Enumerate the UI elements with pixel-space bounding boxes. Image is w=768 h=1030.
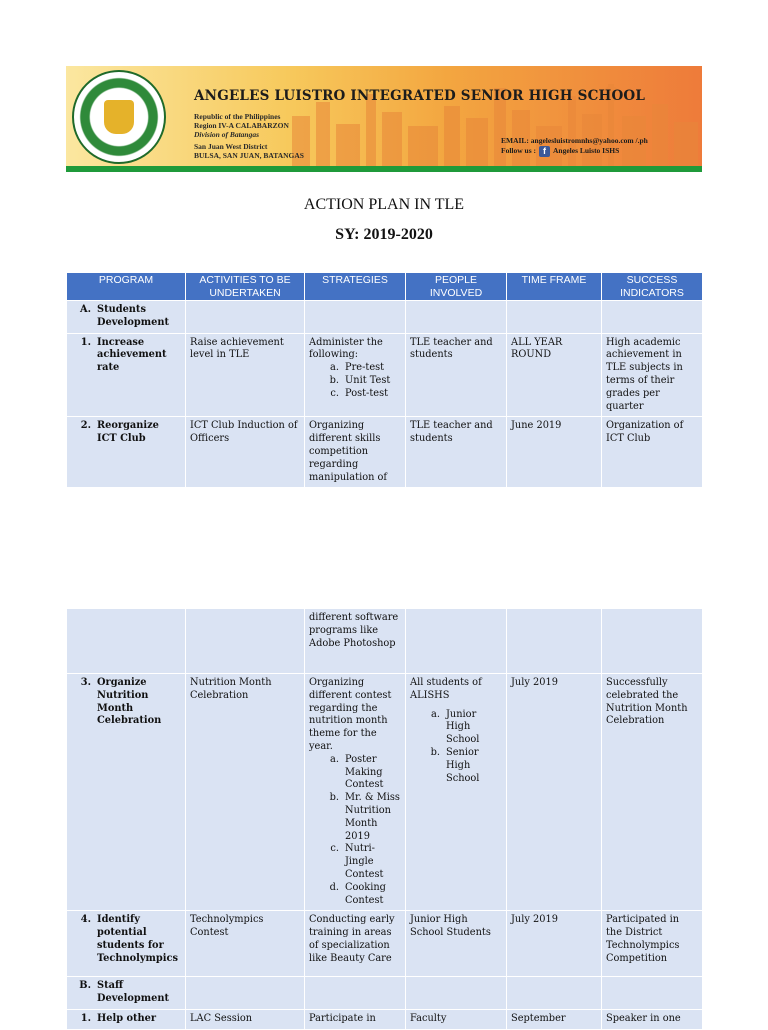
section-row-staff-development <box>67 977 703 1010</box>
indicator-cell: Speaker in one <box>602 1009 703 1029</box>
indicator-cell: Participated in the District Technolympics Competition <box>602 911 703 977</box>
time-cell: July 2019 <box>507 674 602 911</box>
table-row <box>67 333 703 417</box>
email-line: EMAIL: angelesluistromnhs@yahoo.com /.ph <box>501 136 648 145</box>
indicator-cell: High academic achievement in TLE subjects in terms of their grades per quarter <box>602 333 703 417</box>
header-program: PROGRAM <box>67 273 186 301</box>
city-skyline-graphic <box>282 66 702 166</box>
table-row-continued <box>67 609 703 674</box>
time-cell: June 2019 <box>507 417 602 488</box>
people-cell: TLE teacher and students <box>406 417 507 488</box>
table-row <box>67 911 703 977</box>
table-header-row <box>67 273 703 301</box>
address-line: BULSA, SAN JUAN, BATANGAS <box>194 151 304 160</box>
school-year: SY: 2019-2020 <box>335 226 433 243</box>
people-cell: All students of ALISHS a. Junior High School b. Senior High School <box>406 674 507 911</box>
table-row <box>67 417 703 488</box>
program-cell: 2. Reorganize ICT Club <box>67 417 186 488</box>
school-banner <box>66 66 702 172</box>
follow-line <box>501 146 619 157</box>
follow-label: Follow us : <box>501 146 537 156</box>
document-title: ACTION PLAN IN TLE <box>303 196 465 213</box>
school-name: ANGELES LUISTRO INTEGRATED SENIOR HIGH SCHOOL <box>194 88 646 104</box>
program-cell: 4. Identify potential students for Technolympics <box>67 911 186 977</box>
header-people: PEOPLE INVOLVED <box>406 273 507 301</box>
table-row <box>67 1009 703 1029</box>
strategy-cell: Participate in <box>305 1009 406 1029</box>
activity-cell: ICT Club Induction of Officers <box>186 417 305 488</box>
region-line: Region IV-A CALABARZON <box>194 121 289 130</box>
header-time-frame: TIME FRAME <box>507 273 602 301</box>
district-line: San Juan West District <box>194 142 268 151</box>
indicator-cell: Organization of ICT Club <box>602 417 703 488</box>
school-seal-logo <box>72 70 166 164</box>
activity-cell: Nutrition Month Celebration <box>186 674 305 911</box>
republic-line: Republic of the Philippines <box>194 112 281 121</box>
action-plan-table-part-2 <box>66 608 703 1030</box>
program-cell: 1. Increase achievement rate <box>67 333 186 417</box>
banner-green-strip <box>66 166 702 172</box>
table-row <box>67 674 703 911</box>
people-cell: TLE teacher and students <box>406 333 507 417</box>
strategy-cell: different software programs like Adobe Photoshop <box>305 609 406 674</box>
time-cell: ALL YEAR ROUND <box>507 333 602 417</box>
division-line: Division of Batangas <box>194 130 260 139</box>
program-cell: 3. Organize Nutrition Month Celebration <box>67 674 186 911</box>
header-strategies: STRATEGIES <box>305 273 406 301</box>
action-plan-table-part-1 <box>66 272 703 488</box>
activity-cell: Technolympics Contest <box>186 911 305 977</box>
time-cell: September <box>507 1009 602 1029</box>
header-success-indicators: SUCCESS INDICATORS <box>602 273 703 301</box>
people-cell: Junior High School Students <box>406 911 507 977</box>
section-row-students-development <box>67 301 703 334</box>
section-label: A. Students Development <box>67 301 186 334</box>
facebook-icon: f <box>539 146 550 157</box>
section-label: B. Staff Development <box>67 977 186 1010</box>
strategy-cell: Administer the following: a. Pre-test b. Unit Test c. Post-test <box>305 333 406 417</box>
follow-name: Angeles Luisto ISHS <box>553 146 620 156</box>
header-activities: ACTIVITIES TO BE UNDERTAKEN <box>186 273 305 301</box>
activity-cell: Raise achievement level in TLE <box>186 333 305 417</box>
strategy-cell: Conducting early training in areas of specialization like Beauty Care <box>305 911 406 977</box>
activity-cell: LAC Session <box>186 1009 305 1029</box>
strategy-cell: Organizing different contest regarding the nutrition month theme for the year. a. Poster Making Contest b. Mr. & Miss Nutrition Month 2019 c. Nutri-Jingle Contest d. Cooking Contest <box>305 674 406 911</box>
strategy-cell: Organizing different skills competition regarding manipulation of <box>305 417 406 488</box>
indicator-cell: Successfully celebrated the Nutrition Month Celebration <box>602 674 703 911</box>
people-cell: Faculty <box>406 1009 507 1029</box>
program-cell: 1. Help other <box>67 1009 186 1029</box>
time-cell: July 2019 <box>507 911 602 977</box>
